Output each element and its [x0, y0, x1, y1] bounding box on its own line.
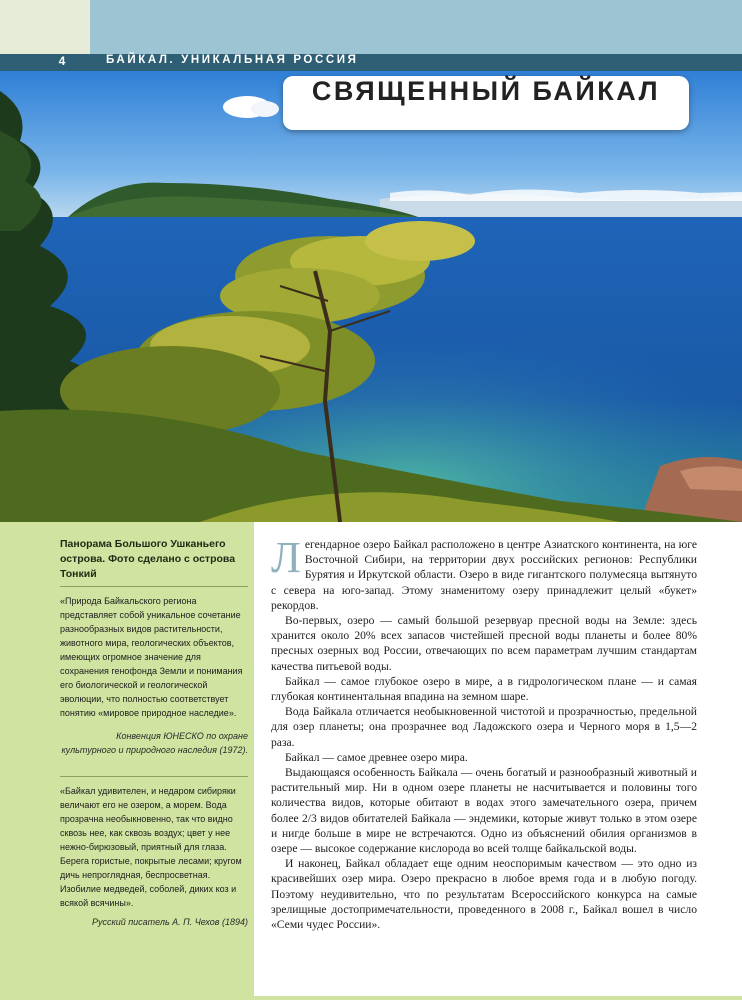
header-strip-left [0, 0, 90, 58]
paragraph: Байкал — самое глубокое озеро в мире, а в гидрологическом плане — и самая глубокая континентальная впадина на земном шаре. [271, 674, 697, 704]
lake-photo [0, 71, 742, 522]
header-bar [0, 54, 742, 71]
main-text [271, 533, 697, 932]
photo-caption: Панорама Большого Ушканьего острова. Фото сделано с острова Тонкий [60, 538, 236, 580]
header-strip-right [90, 0, 742, 58]
chekhov-quote: «Байкал удивителен, и недаром сибиряки величают его не озером, а морем. Вода прозрачна необыкновенно, так что видно сквозь нее, как сквозь воздух; цвет у нее нежно-бирюзовый, приятный для глаза. Берега гористые, покрытые лесами; кругом дичь непроглядная, беспросветная. Изобилие медведей, соболей, диких коз и всякой всячины». [60, 786, 242, 908]
paragraph: Во-первых, озеро — самый большой резервуар пресной воды на Земле: здесь хранится около 20% всех запасов чистейшей пресной воды планеты и более 80% пресных озерных вод России, отвечающих по всем параметрам лучшим стандартам качества питьевой воды. [271, 614, 697, 673]
paragraph: Выдающаяся особенность Байкала — очень богатый и разнообразный животный и растительный мир. Ни в одном озере планеты не насчитывается и половины того количества видов, которые обитают в водах этого замечательного озера, причем более 2/3 видов обитателей Байкала — эндемики, которые живут только в этом озере и нигде больше в мире не встречаются. Одно из объяснений обилия организмов в озере — высокое содержание кислорода во всей толще байкальской воды. [271, 766, 697, 856]
unesco-quote-source: Конвенция ЮНЕСКО по охране культурного и природного наследия (1972). [61, 731, 248, 755]
chekhov-quote-source: Русский писатель А. П. Чехов (1894) [91, 917, 248, 927]
paragraph: Байкал — самое древнее озеро мира. [285, 750, 468, 764]
unesco-quote: «Природа Байкальского региона представляет собой уникальное сочетание разнообразных видов растительности, животного мира, геологических объектов, имеющих огромное значение для сохранения генофонда Земли и понимания его биологической и геологической эволюции, что полностью соответствует понятию «мировое природное наследие». [60, 596, 243, 718]
sidebar-divider [60, 776, 248, 777]
running-head: БАЙКАЛ. УНИКАЛЬНАЯ РОССИЯ [106, 54, 359, 66]
paragraph: Вода Байкала отличается необыкновенной чистотой и прозрачностью, предельной для озер планеты; она прозрачнее вод Ладожского озера и Черного моря в 1,5—2 раза. [271, 705, 697, 749]
drop-cap: Л [271, 533, 301, 582]
page-title: СВЯЩЕННЫЙ БАЙКАЛ [311, 76, 661, 106]
title-banner [283, 76, 689, 130]
paragraph: Легендарное озеро Байкал расположено в центре Азиатского континента, на юге Восточной Сибири, на территории двух российских регионов: Республики Бурятия и Иркутской области. Озеро в виде гигантского полумесяца вытянуто с севера на юго-запад. Этому знаменитому озеру принадлежит целый «букет» рекордов. [271, 533, 697, 612]
sidebar-divider [60, 586, 248, 587]
paragraph: И наконец, Байкал обладает еще одним неоспоримым качеством — это одно из красивейших озер мира. Озеро прекрасно в любое время года и в любую погоду. Поэтому неудивительно, что по результатам Всероссийского конкурса на самые зрелищные достопримечательности, проведенного в 2008 г., Байкал вошел в число «Семи чудес России». [271, 857, 697, 932]
page-number: 4 [58, 54, 66, 68]
bottom-strip [0, 996, 742, 1000]
